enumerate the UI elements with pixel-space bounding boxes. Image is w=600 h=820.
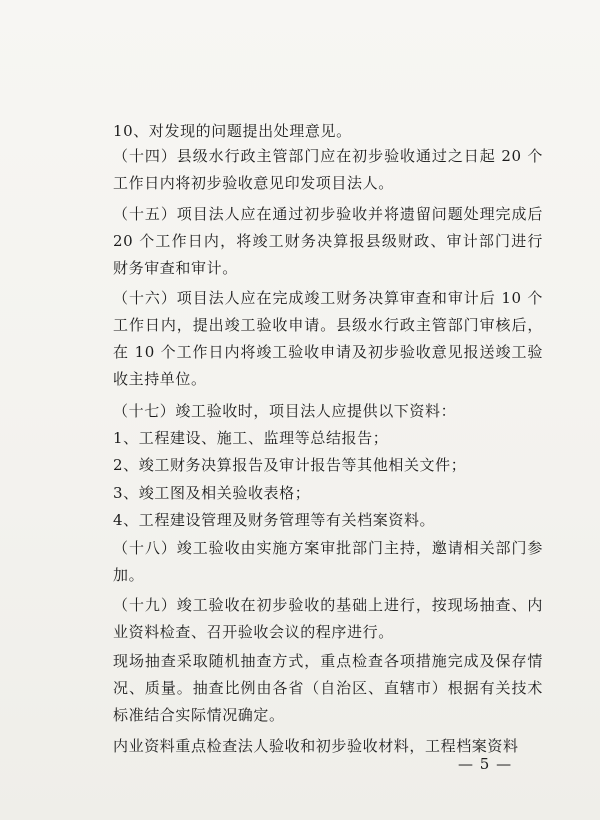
paragraph-section-17: （十七）竣工验收时，项目法人应提供以下资料： [113, 402, 457, 420]
paragraph-section-18: （十八）竣工验收由实施方案审批部门主持，邀请相关部门参加。 [113, 539, 543, 584]
list-item-4: 4、工程建设管理及财务管理等有关档案资料。 [113, 511, 436, 529]
paragraph-section-16: （十六）项目法人应在完成竣工财务决算审查和审计后 10 个工作日内，提出竣工验收申请。县级水行政主管部门审核后，在 10 个工作日内将竣工验收申请及初步验收意见报送竣工验收主持单位。 [113, 289, 543, 388]
page-number: — 5 — [458, 755, 513, 773]
list-item-2: 2、竣工财务决算报告及审计报告等其他相关文件； [113, 456, 467, 474]
paragraph-section-14: （十四）县级水行政主管部门应在初步验收通过之日起 20 个工作日内将初步验收意见印发项目法人。 [113, 147, 543, 192]
paragraph-item-10: 10、对发现的问题提出处理意见。 [113, 122, 352, 140]
paragraph-section-15: （十五）项目法人应在通过初步验收并将遗留问题处理完成后 20 个工作日内，将竣工财务决算报县级财政、审计部门进行财务审查和审计。 [113, 205, 543, 277]
paragraph-section-19: （十九）竣工验收在初步验收的基础上进行，按现场抽查、内业资料检查、召开验收会议的程序进行。 [113, 596, 543, 641]
paragraph-site-inspection: 现场抽查采取随机抽查方式，重点检查各项措施完成及保存情况、质量。抽查比例由各省（自治区、直辖市）根据有关技术标准结合实际情况确定。 [113, 652, 543, 724]
list-item-1: 1、工程建设、施工、监理等总结报告； [113, 429, 389, 447]
list-item-3: 3、竣工图及相关验收表格； [113, 484, 311, 502]
paragraph-internal-records: 内业资料重点检查法人验收和初步验收材料，工程档案资料 [113, 737, 519, 755]
